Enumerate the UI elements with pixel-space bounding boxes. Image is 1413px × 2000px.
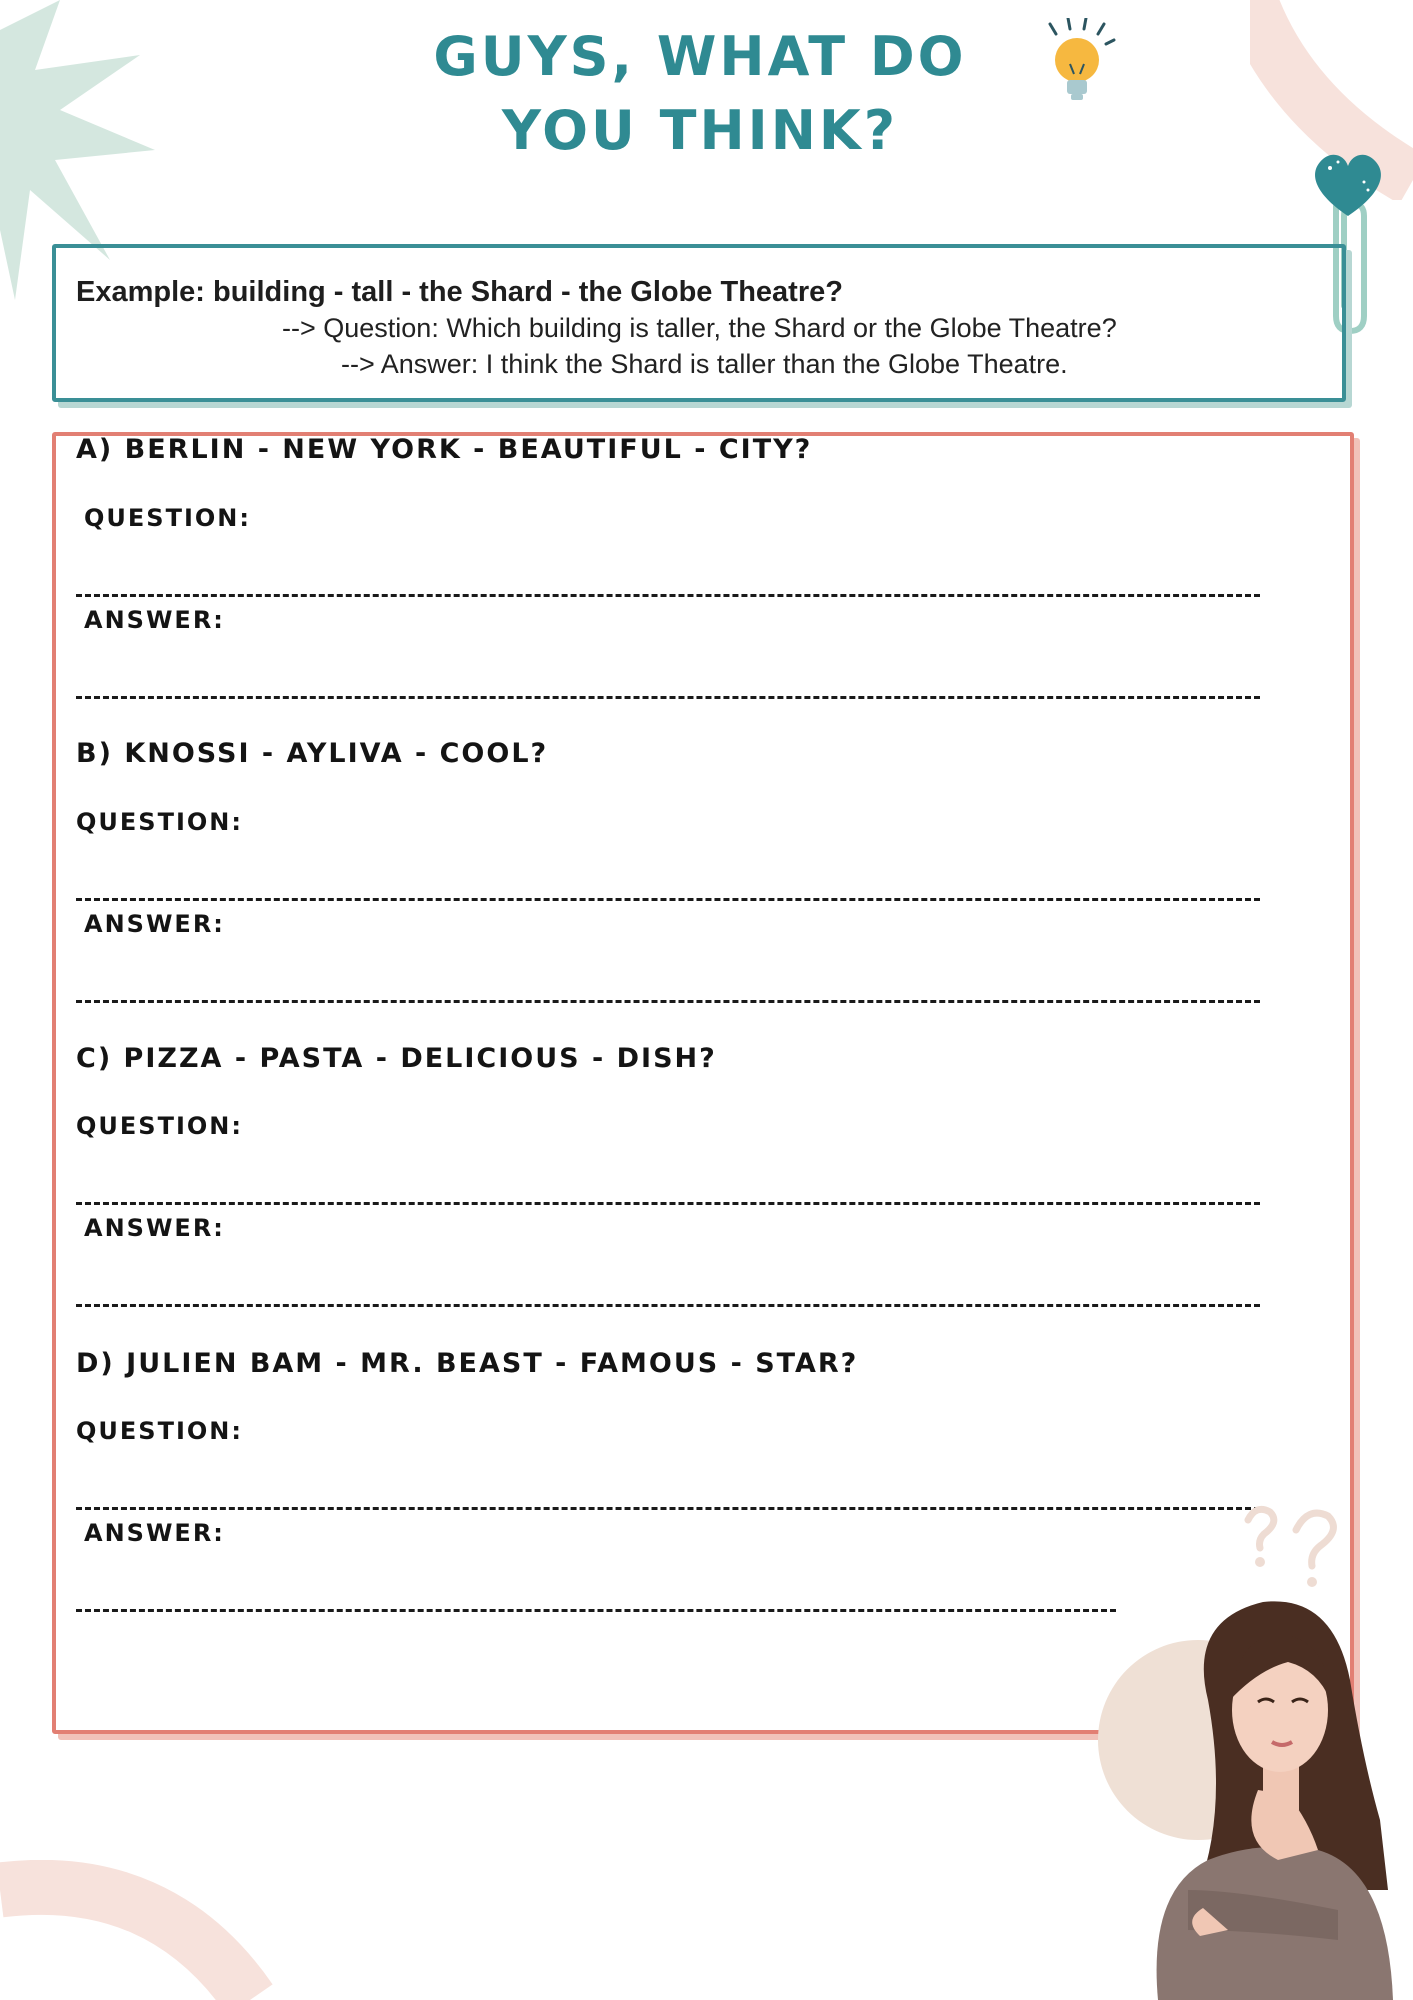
item-c-prompt: C) PIZZA - PASTA - DELICIOUS - DISH? bbox=[76, 1043, 717, 1074]
item-c-answer-line[interactable] bbox=[76, 1304, 1260, 1307]
item-b-answer-line[interactable] bbox=[76, 1000, 1260, 1003]
thinking-woman-illustration bbox=[1088, 1590, 1408, 2000]
pink-arc-decoration-bottom bbox=[0, 1860, 300, 2000]
task-box bbox=[52, 432, 1354, 1734]
example-question: --> Question: Which building is taller, the Shard or the Globe Theatre? bbox=[282, 313, 1117, 343]
page-title: GUYS, WHAT DO YOU THINK? bbox=[433, 25, 967, 162]
example-answer: --> Answer: I think the Shard is taller than the Globe Theatre. bbox=[341, 349, 1068, 379]
item-a-question-line[interactable] bbox=[76, 594, 1260, 597]
item-a-question-label: QUESTION: bbox=[84, 504, 251, 532]
item-d-answer-line[interactable] bbox=[76, 1609, 1116, 1612]
example-heading: Example: building - tall - the Shard - the Globe Theatre? bbox=[76, 276, 843, 308]
item-c-answer-label: ANSWER: bbox=[84, 1214, 225, 1242]
lightbulb-icon bbox=[1040, 18, 1116, 118]
item-b-answer-label: ANSWER: bbox=[84, 910, 225, 938]
item-a-answer-label: ANSWER: bbox=[84, 606, 225, 634]
item-a-prompt: A) BERLIN - NEW YORK - BEAUTIFUL - CITY? bbox=[76, 434, 813, 465]
item-c-question-line[interactable] bbox=[76, 1202, 1260, 1205]
item-d-question-label: QUESTION: bbox=[76, 1417, 243, 1445]
item-a-answer-line[interactable] bbox=[76, 696, 1260, 699]
item-c-question-label: QUESTION: bbox=[76, 1112, 243, 1140]
example-box bbox=[52, 244, 1346, 402]
item-d-answer-label: ANSWER: bbox=[84, 1519, 225, 1547]
item-b-prompt: B) KNOSSI - AYLIVA - COOL? bbox=[76, 738, 549, 769]
item-b-question-label: QUESTION: bbox=[76, 808, 243, 836]
item-d-prompt: D) JULIEN BAM - MR. BEAST - FAMOUS - STAR? bbox=[76, 1348, 859, 1379]
item-b-question-line[interactable] bbox=[76, 898, 1260, 901]
item-d-question-line[interactable] bbox=[76, 1507, 1260, 1510]
